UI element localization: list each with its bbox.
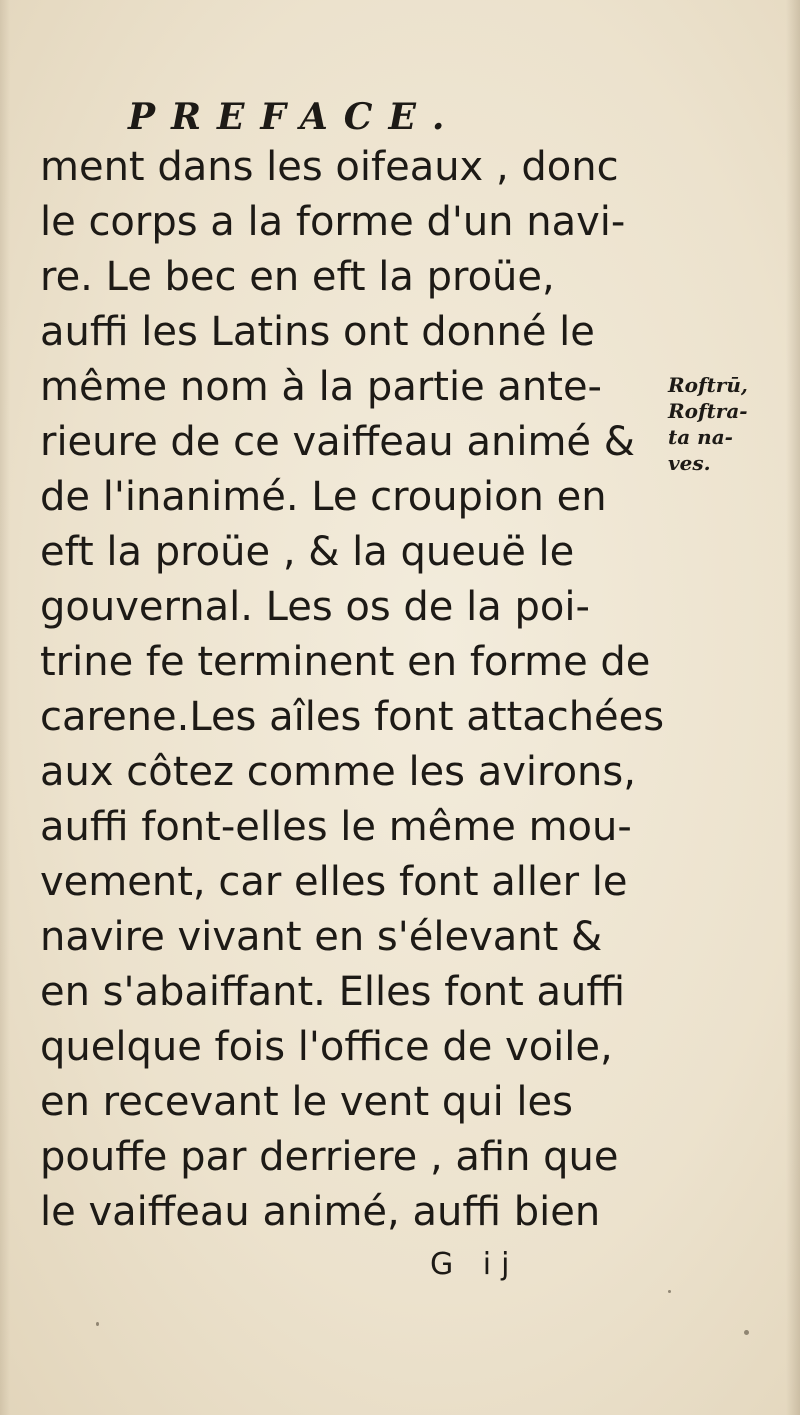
text-line-17: quelque fois l'office de voile,: [40, 1024, 613, 1070]
text-line-12: aux côtez comme les avirons,: [40, 749, 636, 795]
text-line-11: carene.Les aîles font attachées: [40, 694, 665, 740]
margin-note: [668, 372, 792, 476]
text-line-19: pouffe par derriere , afin que: [40, 1134, 619, 1180]
text-line-20: le vaiffeau animé, auffi bien: [40, 1189, 601, 1235]
signature-mark: G ij: [430, 1247, 520, 1282]
text-line-18: en recevant le vent qui les: [40, 1079, 573, 1125]
text-line-13: auffi font-elles le même mou-: [40, 804, 632, 850]
text-line-5: même nom à la partie ante-: [40, 364, 602, 410]
text-line-4: auffi les Latins ont donné le: [40, 309, 595, 355]
margin-note-line-3: ta na-: [668, 425, 733, 449]
text-line-3: re. Le bec en eft la proüe,: [40, 254, 555, 300]
margin-note-line-4: ves.: [668, 451, 711, 475]
running-header: PREFACE.: [128, 96, 461, 138]
speck: [744, 1330, 749, 1335]
body-text: [40, 140, 665, 1240]
text-line-7: de l'inanimé. Le croupion en: [40, 474, 607, 520]
speck: [96, 1322, 99, 1326]
text-line-1: ment dans les oifeaux , donc: [40, 144, 619, 190]
text-line-8: eft la proüe , & la queuë le: [40, 529, 575, 575]
gutter-shadow: [0, 0, 10, 1415]
text-line-10: trine fe terminent en forme de: [40, 639, 651, 685]
text-line-6: rieure de ce vaiffeau animé &: [40, 419, 635, 465]
text-line-9: gouvernal. Les os de la poi-: [40, 584, 590, 630]
text-line-2: le corps a la forme d'un navi-: [40, 199, 626, 245]
margin-note-line-2: Roftra-: [668, 399, 748, 423]
text-line-15: navire vivant en s'élevant &: [40, 914, 603, 960]
text-line-16: en s'abaiffant. Elles font auffi: [40, 969, 626, 1015]
speck: [668, 1290, 671, 1293]
text-line-14: vement, car elles font aller le: [40, 859, 628, 905]
margin-note-line-1: Roftrū,: [668, 373, 748, 397]
page-edge-shadow: [786, 0, 800, 1415]
